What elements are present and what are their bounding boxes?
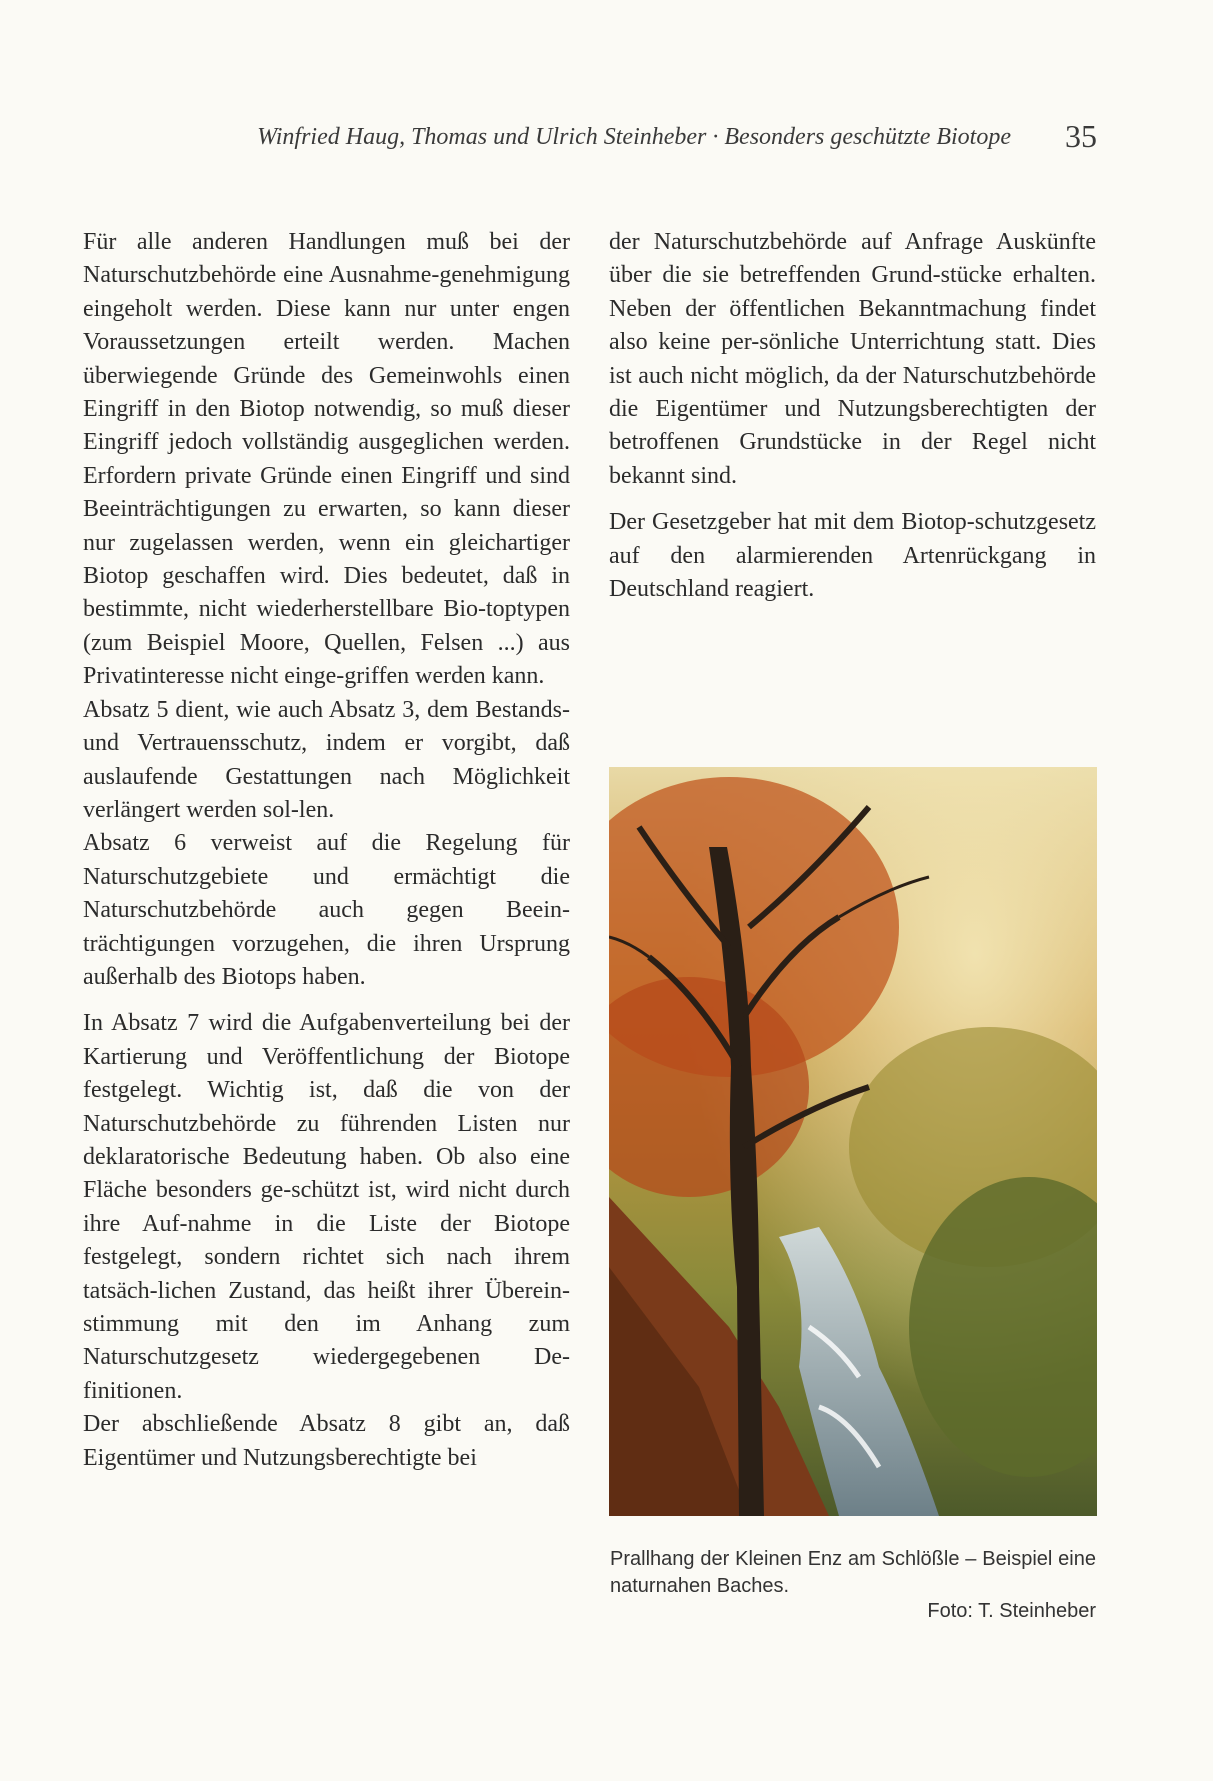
figure-caption: Prallhang der Kleinen Enz am Schlößle – Beispiel eine naturnahen Baches.: [610, 1548, 1096, 1597]
header-title: Winfried Haug, Thomas und Ulrich Steinheber · Besonders geschützte Biotope: [257, 124, 1011, 150]
photo-credit: Foto: T. Steinheber: [927, 1600, 1096, 1622]
forest-stream-photo: [609, 767, 1097, 1516]
paragraph: der Naturschutzbehörde auf Anfrage Auskünfte über die sie betreffenden Grund-stücke erhalten. Neben der öffentlichen Bekanntmachung findet also keine per-sönliche Unterrichtung statt. Dies ist auch nicht möglich, da der Naturschutzbehörde die Eigentümer und Nutzungsberechtigten der betroffenen Grundstücke in der Regel nicht bekannt sind.: [609, 229, 1096, 489]
paragraph: Der Gesetzgeber hat mit dem Biotop-schutzgesetz auf den alarmierenden Artenrückgang in Deutschland reagiert.: [609, 509, 1096, 603]
photo-illustration: [609, 767, 1097, 1516]
paragraph: In Absatz 7 wird die Aufgabenverteilung bei der Kartierung und Veröffentlichung der Biotope festgelegt. Wichtig ist, daß die von der Naturschutzbehörde zu führenden Listen nur deklaratorische Bedeutung haben. Ob also eine Fläche besonders ge-schützt ist, wird nicht durch ihre Auf-nahme in die Liste der Biotope festgelegt, sondern richtet sich nach ihrem tatsäch-lichen Zustand, das heißt ihrer Überein-stimmung mit den im Anhang zum Naturschutzgesetz wiedergegebenen De-finitionen.: [83, 1010, 570, 1404]
paragraph: Absatz 6 verweist auf die Regelung für Naturschutzgebiete und ermächtigt die Naturschutzbehörde auch gegen Beein-trächtigungen vorzugehen, die ihren Ursprung außerhalb des Biotops haben.: [83, 830, 570, 990]
paragraph: Der abschließende Absatz 8 gibt an, daß Eigentümer und Nutzungsberechtigte bei: [83, 1411, 570, 1471]
right-column: [609, 226, 1096, 606]
paragraph: Absatz 5 dient, wie auch Absatz 3, dem Bestands- und Vertrauensschutz, indem er vorgibt, daß auslaufende Gestattungen nach Möglichkeit verlängert werden sol-len.: [83, 696, 570, 823]
paragraph: Für alle anderen Handlungen muß bei der Naturschutzbehörde eine Ausnahme-genehmigung eingeholt werden. Diese kann nur unter engen Voraussetzungen erteilt werden. Machen überwiegende Gründe des Gemeinwohls einen Eingriff in den Biotop notwendig, so muß dieser Eingriff jedoch vollständig ausgeglichen werden. Erfordern private Gründe einen Eingriff und sind Beeinträchtigungen zu erwarten, so kann dieser nur zugelassen werden, wenn ein gleichartiger Biotop geschaffen wird. Dies bedeutet, daß in bestimmte, nicht wiederherstellbare Bio-toptypen (zum Beispiel Moore, Quellen, Felsen ...) aus Privatinteresse nicht einge-griffen werden kann.: [83, 229, 570, 690]
left-column: [83, 226, 570, 1475]
running-header: [0, 118, 1213, 158]
page-number: 35: [1065, 118, 1097, 154]
